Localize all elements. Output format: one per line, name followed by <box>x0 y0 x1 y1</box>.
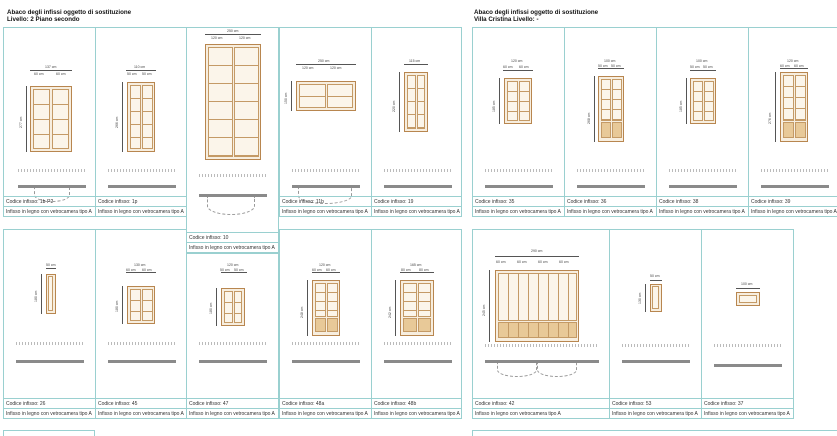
window-frame <box>30 86 72 152</box>
glass-pane <box>130 289 141 321</box>
dimension-label: 60 cm <box>312 268 322 272</box>
wall-section <box>714 344 782 347</box>
dimension-line <box>46 268 56 269</box>
glass-pane <box>612 79 622 121</box>
wall-section <box>199 342 267 345</box>
wood-panel <box>601 122 611 138</box>
window-card-1b-p2[interactable] <box>3 27 96 217</box>
glass-pane <box>783 75 794 121</box>
window-card-10[interactable] <box>186 27 279 253</box>
window-drawing <box>280 28 371 196</box>
glass-pane <box>403 283 417 317</box>
window-drawing <box>96 28 186 196</box>
window-card-1p[interactable] <box>95 27 187 217</box>
dimension-label: 130 cm <box>134 263 146 267</box>
window-card-partial <box>472 430 837 436</box>
dimension-label: 250 cm <box>227 29 239 33</box>
window-card-53[interactable] <box>609 229 702 419</box>
glass-pane <box>704 81 714 121</box>
floor-plan-section <box>714 364 782 367</box>
dimension-label: 110 cm <box>134 65 146 69</box>
glass-pane <box>519 81 530 121</box>
glass-pane <box>418 283 431 317</box>
floor-plan-section <box>384 360 452 363</box>
window-frame <box>127 82 155 152</box>
window-drawing <box>473 28 564 196</box>
window-description: Infisso in legno con vetrocamera tipo A <box>280 408 371 418</box>
dimension-label: 60 cm <box>126 268 136 272</box>
window-drawing <box>187 254 278 398</box>
door-frame <box>400 280 434 336</box>
window-drawing <box>4 28 95 196</box>
wood-panel <box>327 318 338 332</box>
wall-section <box>485 169 553 172</box>
dimension-line <box>690 70 716 71</box>
window-code: Codice infisso: 38 <box>657 196 748 206</box>
dimension-line <box>30 70 72 71</box>
dimension-label: 180 cm <box>209 302 213 314</box>
dimension-line <box>41 274 42 314</box>
dimension-label: 50 cm <box>650 274 660 278</box>
window-card-11b[interactable] <box>279 27 372 217</box>
dimension-label: 50 cm <box>690 65 700 69</box>
window-frame <box>736 292 760 306</box>
dimension-line <box>395 280 396 336</box>
dimension-label: 60 cm <box>142 268 152 272</box>
dimension-label: 120 cm <box>302 66 314 70</box>
window-frame <box>296 81 356 111</box>
dimension-label: 248 cm <box>300 306 304 318</box>
window-drawing <box>187 28 278 232</box>
window-card-36[interactable] <box>564 27 657 217</box>
dimension-label: 137 cm <box>45 65 57 69</box>
dimension-label: 60 cm <box>34 72 44 76</box>
wood-panel <box>315 318 326 332</box>
dimension-label: 60 cm <box>780 64 790 68</box>
wall-section <box>292 169 360 172</box>
dimension-label: 50 cm <box>142 72 152 76</box>
dimension-line <box>775 72 776 142</box>
wall-section <box>292 342 360 345</box>
window-drawing <box>372 230 461 398</box>
sheet-title-left <box>7 9 131 23</box>
glass-pane <box>601 79 611 121</box>
dimension-line <box>489 270 490 342</box>
window-frame <box>46 274 56 314</box>
sheet-level: Livello: 2 Piano secondo <box>7 16 80 23</box>
wall-section <box>384 342 452 345</box>
window-card-48b[interactable] <box>371 229 462 419</box>
wall-section <box>622 344 690 347</box>
wall-section <box>761 169 829 172</box>
glass-pane <box>299 84 326 108</box>
glass-pane <box>234 47 259 157</box>
dimension-label: 60 cm <box>496 260 506 264</box>
wall-section <box>199 174 267 177</box>
glass-pane <box>142 85 153 149</box>
dimension-label: 50 cm <box>598 64 608 68</box>
wood-panel <box>498 322 577 338</box>
wood-panel <box>795 122 806 138</box>
door-swing-arc <box>497 363 537 377</box>
window-code: Codice infisso: 11b <box>280 196 371 206</box>
dimension-label: 268 cm <box>587 112 591 124</box>
floor-plan-section <box>384 185 452 188</box>
dimension-line <box>399 72 400 132</box>
dimension-line <box>400 272 434 273</box>
dimension-line <box>296 64 356 65</box>
dimension-label: 130 cm <box>638 292 642 304</box>
floor-plan-section <box>577 185 645 188</box>
dimension-line <box>736 288 760 289</box>
wall-section <box>485 344 599 347</box>
dimension-line <box>312 272 340 273</box>
window-frame <box>650 284 662 312</box>
dimension-label: 165 cm <box>410 263 422 267</box>
window-description: Infisso in legno con vetrocamera tipo A <box>4 408 95 418</box>
sheet-title: Abaco degli infissi oggetto di sostituzione <box>7 9 132 16</box>
dimension-label: 242 cm <box>388 306 392 318</box>
window-card-39[interactable] <box>748 27 837 217</box>
wall-section <box>16 342 84 345</box>
window-description: Infisso in legno con vetrocamera tipo A <box>187 408 278 418</box>
window-card-35[interactable] <box>472 27 565 217</box>
dimension-label: 276 cm <box>768 112 772 124</box>
window-card-37[interactable] <box>701 229 794 419</box>
dimension-label: 120 cm <box>239 36 251 40</box>
window-description: Infisso in legno con vetrocamera tipo A <box>473 206 564 216</box>
dimension-label: 180 cm <box>34 290 38 302</box>
window-code: Codice infisso: 53 <box>610 398 701 408</box>
dimension-line <box>686 78 687 124</box>
window-description: Infisso in legno con vetrocamera tipo A <box>96 408 186 418</box>
wall-section <box>18 169 86 172</box>
dimension-label: 50 cm <box>611 64 621 68</box>
window-code: Codice infisso: 26 <box>4 398 95 408</box>
window-description: Infisso in legno con vetrocamera tipo A <box>96 206 186 216</box>
window-frame <box>205 44 261 160</box>
window-code: Codice infisso: 47 <box>187 398 278 408</box>
dimension-label: 60 cm <box>538 260 548 264</box>
glass-pane <box>33 89 50 149</box>
window-description: Infisso in legno con vetrocamera tipo A <box>702 408 793 418</box>
window-code: Codice infisso: 1p <box>96 196 186 206</box>
wood-panel <box>612 122 622 138</box>
door-swing-arc <box>537 363 577 377</box>
window-description: Infisso in legno con vetrocamera tipo A <box>187 242 278 252</box>
glass-pane <box>315 283 326 317</box>
window-frame <box>690 78 716 124</box>
dimension-label: 120 cm <box>319 263 331 267</box>
door-frame <box>598 76 624 142</box>
dimension-line <box>598 68 624 69</box>
window-card-42[interactable] <box>472 229 610 419</box>
glass-pane <box>693 81 703 121</box>
wall-section <box>108 342 176 345</box>
window-drawing <box>4 230 95 398</box>
window-drawing <box>96 230 186 398</box>
dimension-label: 50 cm <box>127 72 137 76</box>
window-description: Infisso in legno con vetrocamera tipo A <box>372 206 461 216</box>
window-code: Codice infisso: 42 <box>473 398 609 408</box>
wall-section <box>108 169 176 172</box>
dimension-line <box>499 78 500 124</box>
wall-section <box>669 169 737 172</box>
dimension-label: 60 cm <box>559 260 569 264</box>
wood-panel <box>418 318 431 332</box>
window-code: Codice infisso: 1b-P2 <box>4 196 95 206</box>
dimension-label: 60 cm <box>503 65 513 69</box>
wood-panel <box>783 122 794 138</box>
window-drawing <box>749 28 837 196</box>
window-drawing <box>280 230 371 398</box>
dimension-line <box>122 82 123 152</box>
dimension-label: 120 cm <box>227 263 239 267</box>
dimension-line <box>221 272 247 273</box>
dimension-label: 60 cm <box>517 260 527 264</box>
dimension-label: 80 cm <box>419 268 429 272</box>
window-frame <box>221 288 245 326</box>
window-description: Infisso in legno con vetrocamera tipo A <box>280 206 371 216</box>
window-code: Codice infisso: 37 <box>702 398 793 408</box>
window-drawing <box>657 28 748 196</box>
dimension-label: 50 cm <box>220 268 230 272</box>
dimension-line <box>780 68 808 69</box>
glass-pane <box>327 283 338 317</box>
dimension-label: 290 cm <box>531 249 543 253</box>
door-swing-arc <box>207 197 255 215</box>
window-description: Infisso in legno con vetrocamera tipo A <box>749 206 837 216</box>
window-drawing <box>565 28 656 196</box>
floor-plan-section <box>622 360 690 363</box>
dimension-label: 120 cm <box>511 59 523 63</box>
dimension-label: 250 cm <box>318 59 330 63</box>
window-drawing <box>610 230 701 398</box>
dimension-label: 50 cm <box>703 65 713 69</box>
window-code: Codice infisso: 10 <box>187 232 278 242</box>
window-description: Infisso in legno con vetrocamera tipo A <box>4 206 95 216</box>
window-card-26[interactable] <box>3 229 96 419</box>
floor-plan-section <box>292 360 360 363</box>
dimension-label: 277 cm <box>19 116 23 128</box>
glass-pane <box>417 75 425 129</box>
glass-pane <box>48 276 53 311</box>
window-drawing <box>473 230 609 398</box>
glass-pane <box>739 295 757 303</box>
dimension-label: 180 cm <box>115 300 119 312</box>
floor-plan-section <box>485 185 553 188</box>
glass-pane <box>52 89 69 149</box>
glass-pane <box>498 273 577 321</box>
dimension-line <box>126 70 156 71</box>
window-description: Infisso in legno con vetrocamera tipo A <box>565 206 656 216</box>
dimension-line <box>594 76 595 142</box>
dimension-label: 245 cm <box>482 304 486 316</box>
dimension-label: 100 cm <box>604 59 616 63</box>
dimension-label: 60 cm <box>794 64 804 68</box>
dimension-label: 80 cm <box>401 268 411 272</box>
dimension-label: 185 cm <box>679 100 683 112</box>
dimension-label: 60 cm <box>56 72 66 76</box>
window-drawing <box>702 230 793 398</box>
dimension-line <box>291 81 292 111</box>
dimension-label: 220 cm <box>392 100 396 112</box>
dimension-line <box>205 34 261 35</box>
dimension-line <box>307 280 308 336</box>
glass-pane <box>327 84 353 108</box>
window-card-47[interactable] <box>186 253 279 419</box>
dimension-line <box>404 64 428 65</box>
wall-section <box>577 169 645 172</box>
window-frame <box>504 78 532 124</box>
window-code: Codice infisso: 35 <box>473 196 564 206</box>
dimension-label: 185 cm <box>492 100 496 112</box>
glass-pane <box>130 85 141 149</box>
dimension-line <box>650 280 662 281</box>
dimension-line <box>503 70 533 71</box>
door-frame <box>780 72 808 142</box>
dimension-label: 50 cm <box>46 263 56 267</box>
window-card-45[interactable] <box>95 229 187 419</box>
sheet-level: Villa Cristina Livello: - <box>474 16 539 23</box>
glass-pane <box>407 75 416 129</box>
dimension-label: 60 cm <box>519 65 529 69</box>
window-card-19[interactable] <box>371 27 462 217</box>
sheet-title: Abaco degli infissi oggetto di sostituzione <box>474 9 599 16</box>
floor-plan-section <box>16 360 84 363</box>
floor-plan-section <box>199 360 267 363</box>
dimension-label: 120 cm <box>211 36 223 40</box>
dimension-line <box>122 286 123 324</box>
window-code: Codice infisso: 45 <box>96 398 186 408</box>
floor-plan-section <box>669 185 737 188</box>
glass-pane <box>224 291 233 323</box>
floor-plan-section <box>108 360 176 363</box>
window-drawing <box>372 28 461 196</box>
window-description: Infisso in legno con vetrocamera tipo A <box>372 408 461 418</box>
dimension-label: 150 cm <box>284 92 288 104</box>
door-frame <box>495 270 579 342</box>
wall-section <box>384 169 452 172</box>
dimension-line <box>495 256 579 257</box>
sheet-title-right <box>474 9 598 23</box>
window-code: Codice infisso: 19 <box>372 196 461 206</box>
window-card-48a[interactable] <box>279 229 372 419</box>
window-card-partial <box>3 430 95 436</box>
dimension-label: 120 cm <box>787 59 799 63</box>
window-description: Infisso in legno con vetrocamera tipo A <box>473 408 609 418</box>
window-code: Codice infisso: 39 <box>749 196 837 206</box>
window-frame <box>404 72 428 132</box>
window-code: Codice infisso: 36 <box>565 196 656 206</box>
dimension-line <box>26 86 27 152</box>
glass-pane <box>795 75 806 121</box>
window-code: Codice infisso: 48a <box>280 398 371 408</box>
dimension-label: 266 cm <box>115 116 119 128</box>
window-card-38[interactable] <box>656 27 749 217</box>
dimension-label: 50 cm <box>234 268 244 272</box>
dimension-label: 100 cm <box>741 282 753 286</box>
dimension-line <box>126 272 156 273</box>
dimension-line <box>216 288 217 326</box>
floor-plan-section <box>108 185 176 188</box>
glass-pane <box>507 81 518 121</box>
dimension-label: 120 cm <box>330 66 342 70</box>
window-description: Infisso in legno con vetrocamera tipo A <box>610 408 701 418</box>
dimension-label: 115 cm <box>409 59 421 63</box>
dimension-label: 100 cm <box>696 59 708 63</box>
glass-pane <box>208 47 233 157</box>
window-description: Infisso in legno con vetrocamera tipo A <box>657 206 748 216</box>
dimension-label: 60 cm <box>326 268 336 272</box>
window-code: Codice infisso: 48b <box>372 398 461 408</box>
glass-pane <box>142 289 153 321</box>
door-frame <box>312 280 340 336</box>
wood-panel <box>403 318 417 332</box>
glass-pane <box>234 291 242 323</box>
window-frame <box>127 286 155 324</box>
glass-pane <box>652 286 659 309</box>
dimension-line <box>645 284 646 312</box>
floor-plan-section <box>761 185 829 188</box>
